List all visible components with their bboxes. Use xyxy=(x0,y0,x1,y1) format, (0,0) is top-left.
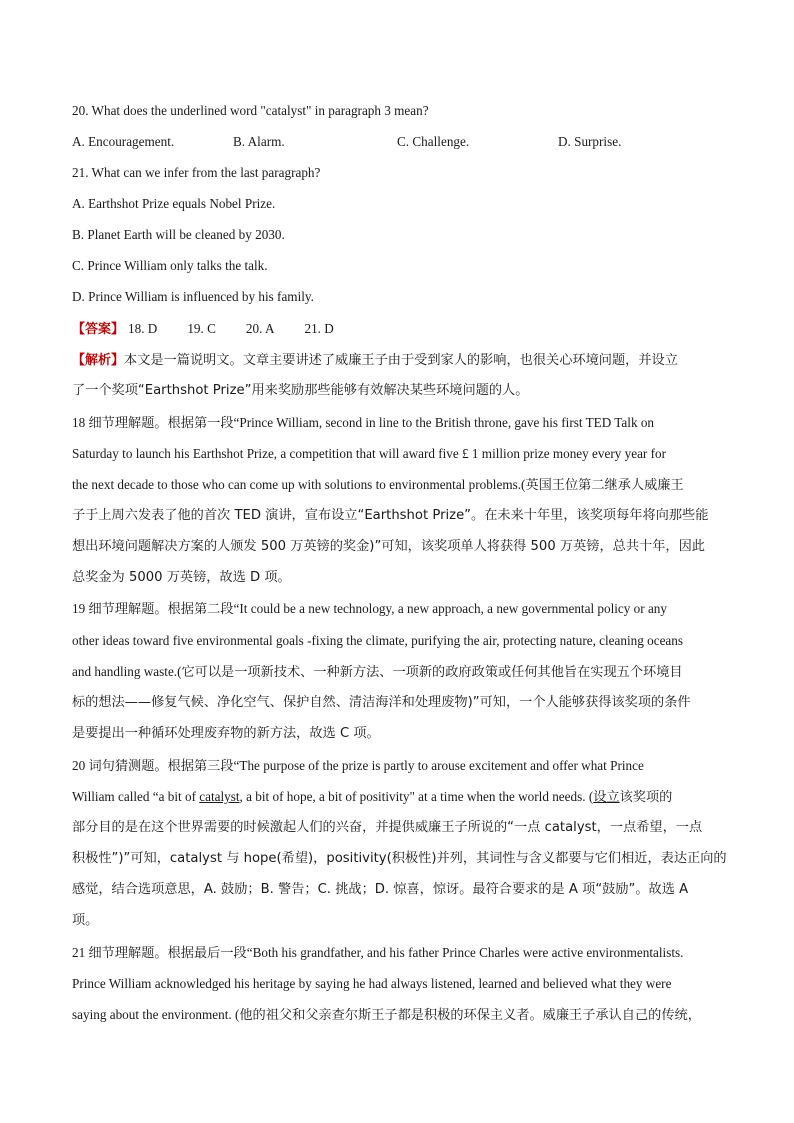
analysis-line: Prince William acknowledged his heritage by saying he had always listened, learned and believed what they were xyxy=(72,976,672,991)
analysis-line: 部分目的是在这个世界需要的时候激起人们的兴奋，并提供威廉王子所说的“一点 catalyst，一点希望，一点 xyxy=(72,820,703,835)
analysis-line: and handling waste.(它可以是一项新技术、一种新方法、一项新的政府政策或任何其他旨在实现五个环境目 xyxy=(72,664,683,679)
answer-item: 19. C xyxy=(187,321,216,336)
analysis-text: 本文是一篇说明文。文章主要讲述了威廉王子由于受到家人的影响，也很关心环境问题，并设立 xyxy=(124,353,678,368)
analysis-line: Saturday to launch his Earthshot Prize, a competition that will award five £ 1 million prize money every year for xyxy=(72,446,666,461)
question-21-stem: 21. What can we infer from the last paragraph? xyxy=(72,165,321,180)
question-21-option-c: C. Prince William only talks the talk. xyxy=(72,258,268,273)
analysis-line: 项。 xyxy=(72,913,99,928)
analysis-line: 是要提出一种循环处理废弃物的新方法，故选 C 项。 xyxy=(72,726,380,741)
option-d: D. Surprise. xyxy=(558,134,622,149)
option-c: C. Challenge. xyxy=(397,134,470,149)
analysis-line: 18 细节理解题。根据第一段“Prince William, second in line to the British throne, gave his first TED Talk on xyxy=(72,415,655,430)
answer-tag: 【答案】 xyxy=(72,322,125,337)
analysis-line: 积极性”)”可知，catalyst 与 hope(希望)，positivity(积极性)并列，其词性与含义都要与它们相近，表达正向的 xyxy=(72,851,727,866)
answer-item: 21. D xyxy=(304,321,334,336)
answer-item: 20. A xyxy=(245,321,275,336)
analysis-line xyxy=(72,352,732,370)
analysis-line: 子于上周六发表了他的首次 TED 演讲，宣布设立“Earthshot Prize”。在未来十年里，该奖项每年将向那些能 xyxy=(72,508,709,523)
analysis-line: 标的想法——修复气候、净化空气、保护自然、清洁海洋和处理废物)”可知，一个人能够获得该奖项的条件 xyxy=(72,695,691,710)
answer-line xyxy=(72,320,732,339)
question-20-options xyxy=(72,133,732,151)
analysis-line: 了一个奖项“Earthshot Prize”用来奖励那些能够有效解决某些环境问题的人。 xyxy=(72,383,529,398)
analysis-line: 21 细节理解题。根据最后一段“Both his grandfather, and his father Prince Charles were active environmentalists. xyxy=(72,945,684,960)
analysis-line: saying about the environment. (他的祖父和父亲查尔斯王子都是积极的环保主义者。威廉王子承认自己的传统， xyxy=(72,1007,701,1022)
analysis-tag: 【解析】 xyxy=(72,353,125,368)
analysis-line: William called “a bit of catalyst, a bit of hope, a bit of positivity" at a time when the world needs. (设立该奖项的 xyxy=(72,789,673,804)
analysis-line: 想出环境问题解决方案的人颁发 500 万英镑的奖金)”可知，该奖项单人将获得 500 万英镑，总共十年，因此 xyxy=(72,539,705,554)
analysis-line: 19 细节理解题。根据第二段“It could be a new technology, a new approach, a new governmental policy or any xyxy=(72,601,667,616)
option-b: B. Alarm. xyxy=(233,134,285,149)
analysis-line: 20 词句猜测题。根据第三段“The purpose of the prize is partly to arouse excitement and offer what Prince xyxy=(72,758,644,773)
question-21-option-d: D. Prince William is influenced by his family. xyxy=(72,289,314,304)
question-20-stem: 20. What does the underlined word "catalyst" in paragraph 3 mean? xyxy=(72,103,429,118)
answer-item: 18. D xyxy=(128,321,158,336)
option-a: A. Encouragement. xyxy=(72,134,175,149)
analysis-line: 感觉，结合选项意思，A. 鼓励；B. 警告；C. 挑战；D. 惊喜，惊讶。最符合要求的是 A 项“鼓励”。故选 A xyxy=(72,882,689,897)
analysis-line: the next decade to those who can come up with solutions to environmental problems.(英国王位第二继承人威廉王 xyxy=(72,477,684,492)
analysis-line: other ideas toward five environmental goals -fixing the climate, purifying the air, protecting nature, cleaning oceans xyxy=(72,633,684,648)
question-21-option-b: B. Planet Earth will be cleaned by 2030. xyxy=(72,227,285,242)
analysis-line: 总奖金为 5000 万英镑，故选 D 项。 xyxy=(72,570,291,585)
question-21-option-a: A. Earthshot Prize equals Nobel Prize. xyxy=(72,196,276,211)
